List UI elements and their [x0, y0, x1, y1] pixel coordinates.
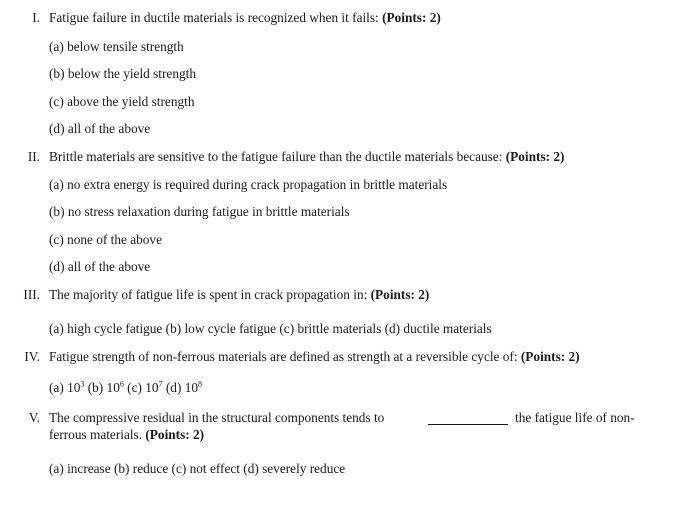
question-text: Fatigue strength of non-ferrous materials are defined as strength at a reversible cycle of: (Points: 2) — [49, 349, 580, 364]
points-label: (Points: 2) — [145, 427, 205, 442]
question-number: V. — [28, 410, 40, 425]
question-text-line2: ferrous materials. (Points: 2) — [49, 427, 205, 442]
option-d[interactable]: (d) all of the above — [49, 121, 151, 136]
question-number: III. — [23, 287, 40, 302]
points-label: (Points: 2) — [505, 149, 565, 164]
fill-in-blank[interactable] — [428, 412, 508, 425]
option-b[interactable]: (b) below the yield strength — [49, 66, 196, 81]
option-a[interactable]: (a) below tensile strength — [49, 39, 184, 54]
question-text: The majority of fatigue life is spent in crack propagation in: (Points: 2) — [49, 287, 430, 302]
question-text: Brittle materials are sensitive to the fatigue failure than the ductile materials because: (Points: 2) — [49, 149, 565, 164]
question-number: II. — [27, 149, 40, 164]
points-label: (Points: 2) — [370, 287, 430, 302]
question-text-part1: The compressive residual in the structural components tends to — [49, 410, 385, 425]
points-label: (Points: 2) — [382, 10, 441, 25]
option-b[interactable]: (b) no stress relaxation during fatigue in brittle materials — [49, 204, 350, 219]
option-d[interactable]: (d) all of the above — [49, 259, 151, 274]
points-label: (Points: 2) — [520, 349, 580, 364]
question-text-part2: the fatigue life of non- — [515, 410, 635, 425]
option-c[interactable]: (c) above the yield strength — [49, 94, 195, 109]
question-number: I. — [32, 10, 40, 25]
question-text: Fatigue failure in ductile materials is recognized when it fails: (Points: 2) — [49, 10, 441, 25]
question-number: IV. — [24, 349, 40, 364]
options-line[interactable]: (a) increase (b) reduce (c) not effect (d) severely reduce — [49, 461, 346, 476]
option-a[interactable]: (a) no extra energy is required during crack propagation in brittle materials — [49, 177, 448, 192]
options-line[interactable]: (a) high cycle fatigue (b) low cycle fatigue (c) brittle materials (d) ductile materials — [49, 321, 492, 336]
option-c[interactable]: (c) none of the above — [49, 232, 162, 247]
options-line[interactable]: (a) $10^3$ (b) $10^6$ (c) $10^7$ (d) $10^8$ — [49, 379, 202, 395]
